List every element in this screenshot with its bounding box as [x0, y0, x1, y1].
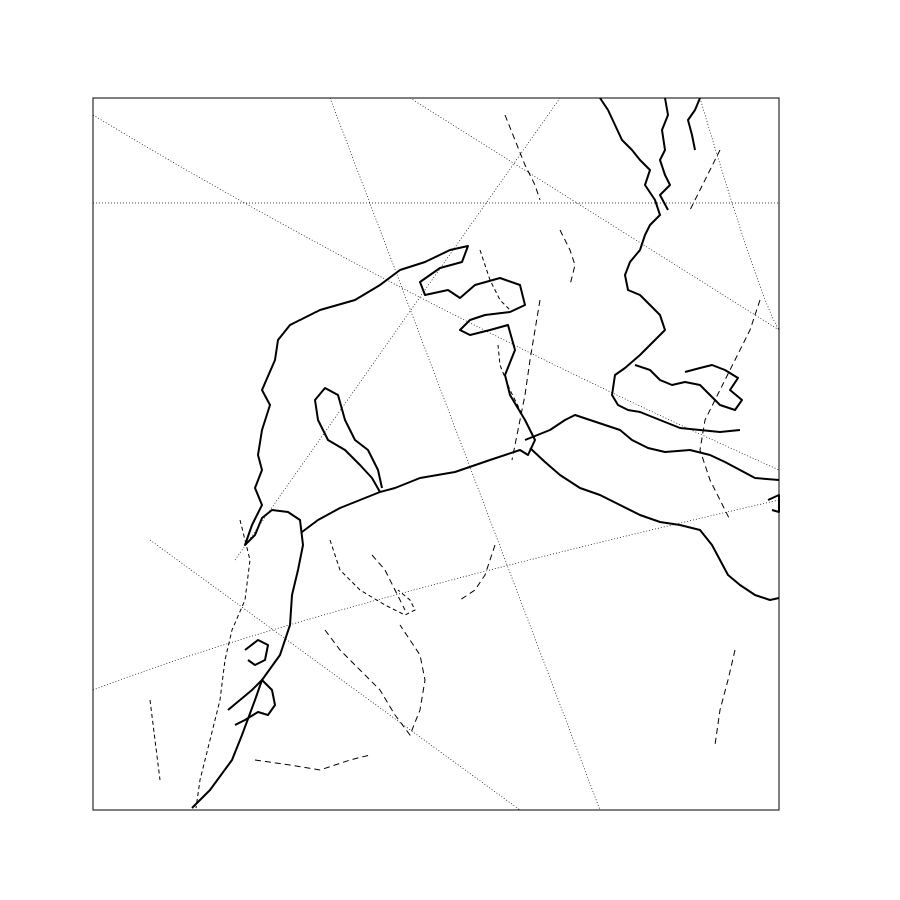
ice-shelf-segment [150, 700, 160, 780]
contour-line [372, 555, 405, 610]
coastline-segment [315, 388, 382, 492]
coastline-segment [768, 495, 779, 512]
coastline-segment [525, 415, 779, 480]
graticule [93, 98, 779, 810]
coastline-segment [228, 680, 275, 725]
contour-line [325, 625, 425, 735]
coastline-segment [245, 640, 268, 665]
graticule-line [700, 98, 779, 330]
coastline-segment [192, 246, 535, 808]
coastline-segment [600, 98, 740, 432]
contour-line [505, 115, 540, 200]
map-frame [93, 98, 779, 810]
graticule-line [235, 98, 560, 560]
contour-line [715, 650, 735, 745]
contour-line [700, 300, 760, 520]
graticule-line [93, 500, 779, 690]
contour-line [560, 230, 575, 285]
coastline-segment [688, 98, 700, 150]
graticule-line [150, 540, 520, 810]
coastline-segment [635, 365, 742, 410]
contour-line [460, 545, 495, 600]
ice-shelf-segment [196, 520, 250, 808]
contour-line [255, 755, 370, 770]
graticule-line [410, 98, 779, 330]
coastline-segment [660, 98, 670, 210]
contour-line [690, 150, 720, 210]
ice-shelf-segment [330, 540, 415, 615]
coastline [192, 98, 779, 808]
